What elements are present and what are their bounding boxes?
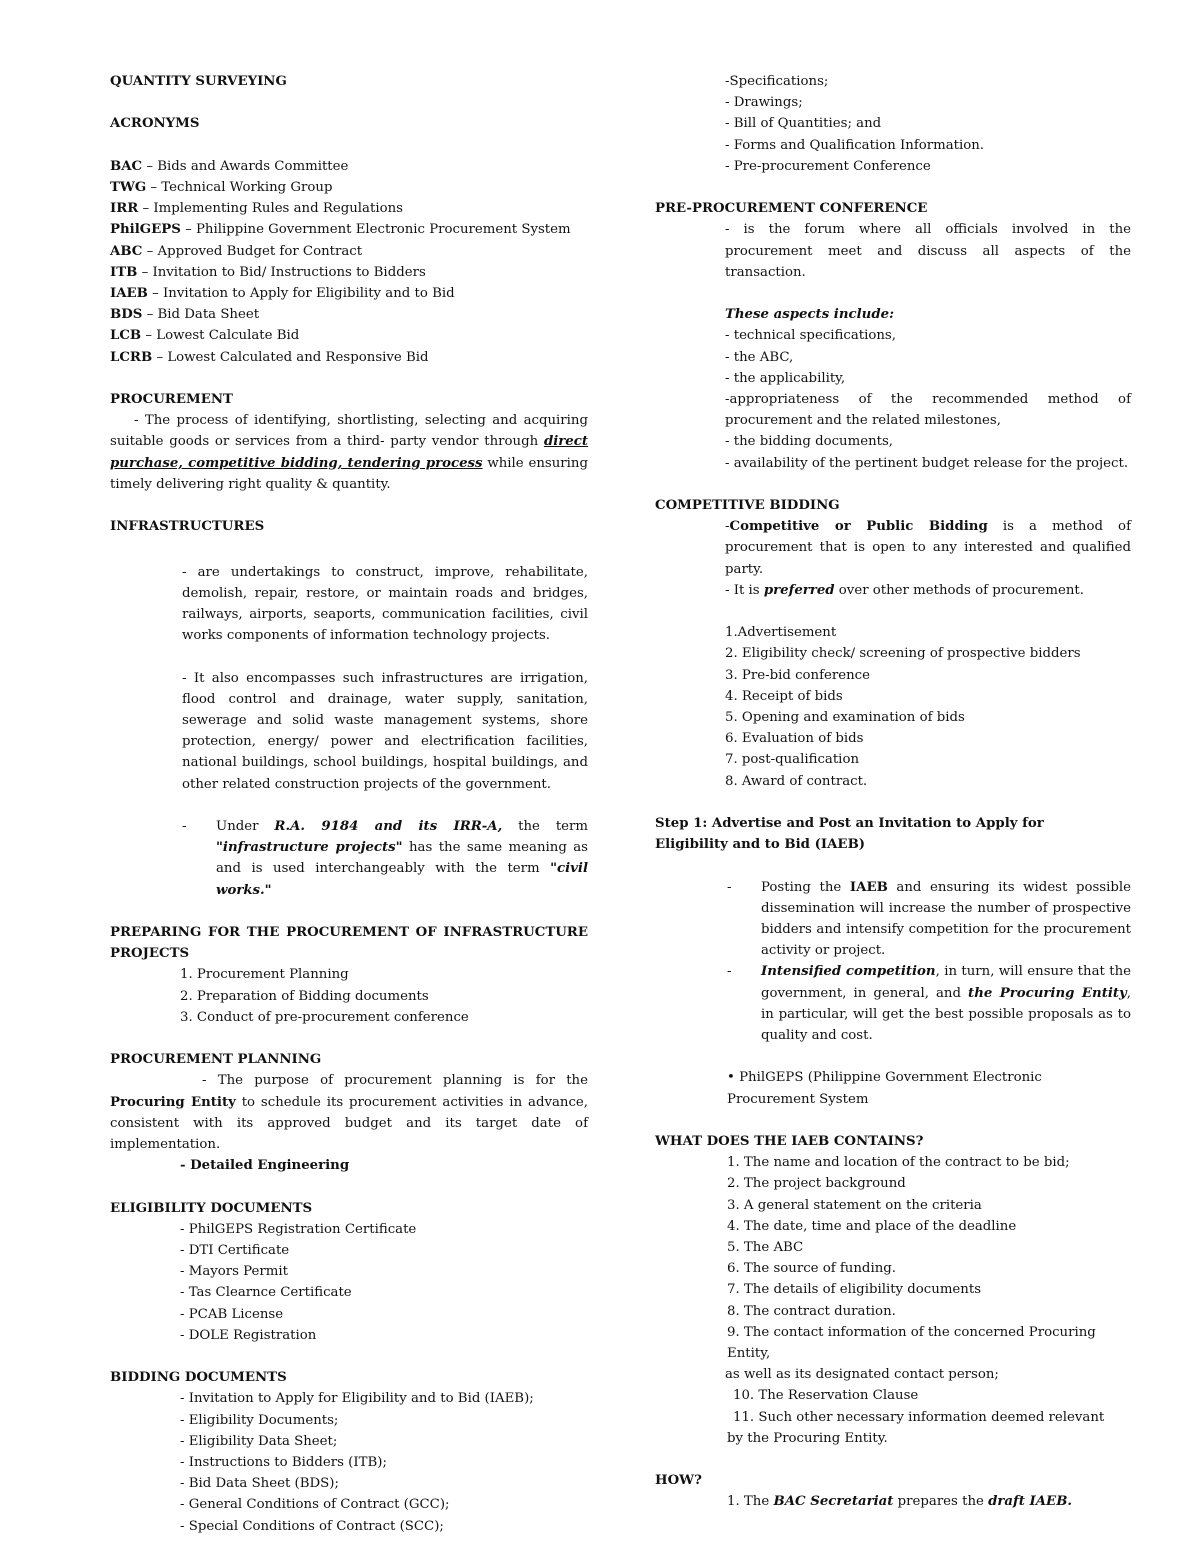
eligibility-list xyxy=(110,1219,588,1346)
list-item: - Eligibility Data Sheet; xyxy=(180,1433,338,1449)
list-item: 6. Evaluation of bids xyxy=(725,731,864,747)
acronym-item: ITB – Invitation to Bid/ Instructions to Bidders xyxy=(110,264,426,280)
bidding-heading: BIDDING DOCUMENTS xyxy=(110,1370,287,1386)
planning-heading: PROCUREMENT PLANNING xyxy=(110,1052,322,1068)
iaeb-list xyxy=(655,1152,1131,1449)
step1-heading-line1: Step 1: Advertise and Post an Invitation to Apply for xyxy=(655,816,1044,832)
preferred-note: - It is preferred over other methods of procurement. xyxy=(725,582,1084,598)
list-item: - Eligibility Documents; xyxy=(180,1412,339,1428)
list-item: 5. Opening and examination of bids xyxy=(725,710,965,726)
list-item: 7. post-qualification xyxy=(725,752,860,768)
list-item: 2. Eligibility check/ screening of prospective bidders xyxy=(725,646,1081,662)
list-item: 1. The name and location of the contract to be bid; xyxy=(727,1155,1070,1171)
aspects-heading: These aspects include: xyxy=(725,307,895,323)
acronym-item: TWG – Technical Working Group xyxy=(110,179,333,195)
list-item: 2. Preparation of Bidding documents xyxy=(180,988,429,1004)
infra-paragraph-1: - are undertakings to construct, improve, rehabilitate, demolish, repair, restore, or maintain roads and bridges, railways, airports, seaports, communication facilities, civil works components of information technology projects. xyxy=(182,564,588,644)
acronym-item: BDS – Bid Data Sheet xyxy=(110,307,260,323)
procurement-heading: PROCUREMENT xyxy=(110,392,233,407)
step1-bullet-2: - Intensified competition, in turn, will ensure that the government, in general, and the Procuring Entity, in particular, will get the best possible proposals as to quality and cost. xyxy=(727,964,1131,1044)
list-item: 6. The source of funding. xyxy=(727,1261,897,1277)
list-item: - General Conditions of Contract (GCC); xyxy=(180,1497,450,1513)
list-item: 9. The contact information of the concerned Procuring Entity, xyxy=(727,1324,1096,1362)
list-item: - availability of the pertinent budget release for the project. xyxy=(725,455,1129,471)
list-item: 2. The project background xyxy=(727,1176,906,1192)
list-item: - PhilGEPS Registration Certificate xyxy=(180,1221,417,1237)
list-item: 3. A general statement on the criteria xyxy=(727,1197,982,1213)
preproc-definition: - is the forum where all officials involved in the procurement meet and discuss all aspects of the transaction. xyxy=(725,222,1131,280)
list-item: - Bid Data Sheet (BDS); xyxy=(180,1476,339,1492)
philgeps-note: • PhilGEPS (Philippine Government Electronic Procurement System xyxy=(727,1070,1042,1107)
list-item: 7. The details of eligibility documents xyxy=(727,1282,982,1298)
list-item: 1. Procurement Planning xyxy=(180,967,349,983)
list-item: - the ABC, xyxy=(725,349,794,365)
acronym-item: LCRB – Lowest Calculated and Responsive Bid xyxy=(110,349,429,365)
list-item: 11. Such other necessary information deemed relevant xyxy=(733,1409,1105,1425)
competitive-section xyxy=(655,516,1131,792)
list-item: - the bidding documents, xyxy=(725,434,894,450)
list-item-continued: as well as its designated contact person; xyxy=(725,1367,999,1383)
acronyms-heading: ACRONYMS xyxy=(110,116,200,132)
detailed-engineering: - Detailed Engineering xyxy=(180,1158,350,1174)
list-item: 8. Award of contract. xyxy=(725,773,868,789)
list-item: - Special Conditions of Contract (SCC); xyxy=(180,1518,444,1534)
how-heading: HOW? xyxy=(655,1473,702,1489)
infrastructures-heading: INFRASTRUCTURES xyxy=(110,519,265,535)
list-item: 3. Pre-bid conference xyxy=(725,667,870,683)
acronym-item: IRR – Implementing Rules and Regulations xyxy=(110,201,403,217)
left-column xyxy=(110,71,588,1537)
list-item: 4. The date, time and place of the deadline xyxy=(727,1218,1017,1234)
bidding-list-continued xyxy=(655,71,1131,177)
preproc-section xyxy=(655,219,1131,473)
list-item: 3. Conduct of pre-procurement conference xyxy=(180,1009,469,1025)
step1-heading-line2: Eligibility and to Bid (IAEB) xyxy=(655,837,866,853)
list-item: - PCAB License xyxy=(180,1306,284,1322)
list-item: - Invitation to Apply for Eligibility and to Bid (IAEB); xyxy=(180,1391,534,1407)
list-item: 8. The contract duration. xyxy=(727,1303,896,1319)
step1-bullet-1: - Posting the IAEB and ensuring its widest possible dissemination will increase the number of prospective bidders and intensify competition for the procurement activity or project. xyxy=(727,879,1132,959)
list-item-continued: by the Procuring Entity. xyxy=(727,1430,888,1446)
preparing-heading: PREPARING FOR THE PROCUREMENT OF INFRASTRUCTURE PROJECTS xyxy=(110,925,588,962)
step1-bullets xyxy=(655,877,1131,1110)
list-item: - Pre-procurement Conference xyxy=(725,158,931,174)
iaeb-heading: WHAT DOES THE IAEB CONTAINS? xyxy=(655,1134,924,1150)
eligibility-heading: ELIGIBILITY DOCUMENTS xyxy=(110,1200,313,1216)
list-item: 4. Receipt of bids xyxy=(725,688,843,704)
list-item: - Drawings; xyxy=(725,95,803,111)
acronym-item: IAEB – Invitation to Apply for Eligibility and to Bid xyxy=(110,286,455,301)
list-item: -Specifications; xyxy=(725,74,829,89)
right-column xyxy=(655,71,1131,1513)
preparing-list xyxy=(110,964,588,1028)
list-item: - DOLE Registration xyxy=(180,1327,317,1343)
list-item: - Mayors Permit xyxy=(180,1264,288,1280)
list-item: 5. The ABC xyxy=(727,1240,804,1256)
infra-paragraph-2: - It also encompasses such infrastructures are irrigation, flood control and drainage, water supply, sanitation, sewerage and solid waste management systems, shore protection, energy/ power and electrification facilities, national buildings, school buildings, hospital buildings, and other related construction projects of the government. xyxy=(182,670,588,792)
competitive-definition: -Competitive or Public Bidding is a method of procurement that is open to any interested and qualified party. xyxy=(725,519,1131,577)
document-title: QUANTITY SURVEYING xyxy=(110,74,287,89)
list-item: - Bill of Quantities; and xyxy=(725,116,882,132)
list-item: - Tas Clearnce Certificate xyxy=(180,1285,352,1301)
bidding-list xyxy=(110,1388,588,1536)
list-item: - technical specifications, xyxy=(725,328,896,344)
acronym-item: LCB – Lowest Calculate Bid xyxy=(110,328,300,344)
procurement-definition: - The process of identifying, shortlisting, selecting and acquiring suitable goods or services from a third- party vendor through direct purchase, competitive bidding, tendering process while ensuring timely delivering right quality & quantity. xyxy=(110,413,588,492)
list-item: - Forms and Qualification Information. xyxy=(725,137,985,153)
list-item: - the applicability, xyxy=(725,370,846,386)
acronym-item: BAC – Bids and Awards Committee xyxy=(110,158,349,174)
list-item: -appropriateness of the recommended method of procurement and the related milestones, xyxy=(725,392,1131,429)
competitive-heading: COMPETITIVE BIDDING xyxy=(655,498,840,514)
planning-definition: - The purpose of procurement planning is for the Procuring Entity to schedule its procurement activities in advance, consistent with its approved budget and its target date of implementation. xyxy=(110,1073,588,1153)
acronyms-list xyxy=(110,156,588,368)
preproc-heading: PRE-PROCUREMENT CONFERENCE xyxy=(655,201,928,217)
how-step-1: 1. The BAC Secretariat prepares the draft IAEB. xyxy=(727,1494,1073,1510)
list-item: - DTI Certificate xyxy=(180,1243,290,1259)
acronym-item: ABC – Approved Budget for Contract xyxy=(110,243,363,259)
infrastructures-section xyxy=(110,562,588,901)
list-item: 1.Advertisement xyxy=(725,625,837,641)
acronym-item: PhilGEPS – Philippine Government Electronic Procurement System xyxy=(110,222,571,238)
list-item: 10. The Reservation Clause xyxy=(733,1388,919,1404)
list-item: - Instructions to Bidders (ITB); xyxy=(180,1455,387,1471)
infra-paragraph-3: - Under R.A. 9184 and its IRR-A, the term "infrastructure projects" has the same meaning as and is used interchangeably with the term "civil works." xyxy=(182,819,588,898)
